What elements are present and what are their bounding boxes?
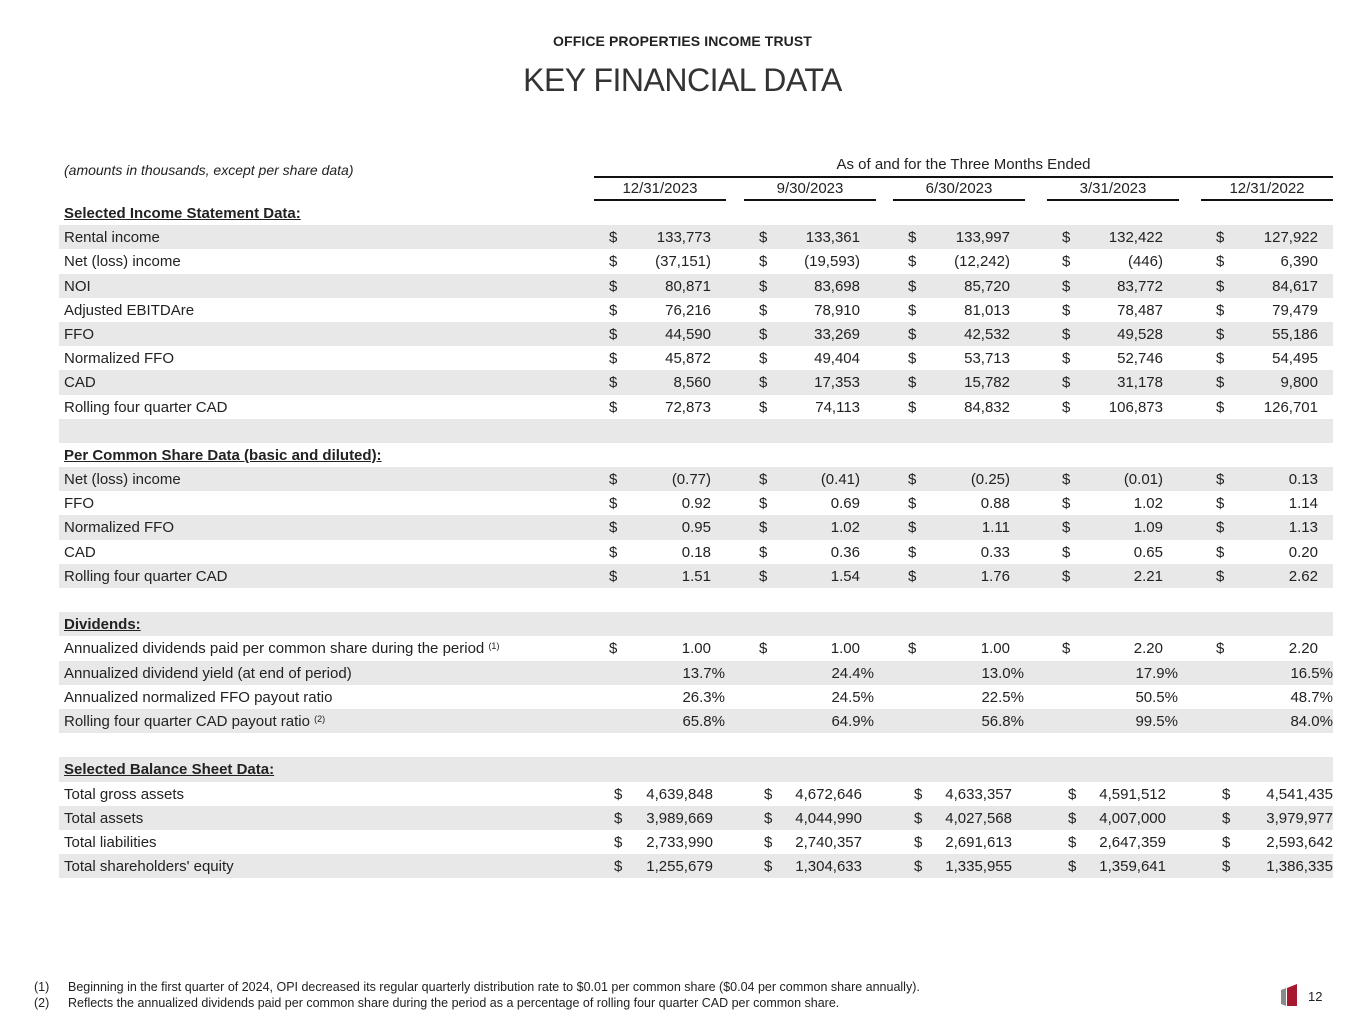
table-row [59,515,1333,539]
table-row [59,806,1333,830]
cell-value: 1.14 [1288,495,1318,513]
row-label-text: Rolling four quarter CAD payout ratio [64,712,310,730]
currency-symbol: $ [908,398,917,416]
currency-symbol: $ [1062,277,1071,295]
cell-value: 1.00 [830,640,860,658]
cell-value: 2,593,642 [1266,833,1333,851]
cell-value: (0.77) [671,471,711,489]
cell-value: (12,242) [954,253,1010,271]
footnote-text: Beginning in the first quarter of 2024, OPI decreased its regular quarterly distribution rate to $0.01 per common share ($0.04 per common share annually). [68,980,920,994]
cell-value: 80,871 [665,277,711,295]
row-label [64,495,94,512]
cell-value: 6,390 [1280,253,1318,271]
cell-value: 84,832 [964,398,1010,416]
table-row [59,274,1333,298]
cell-value: 1.00 [681,640,711,658]
currency-symbol: $ [1216,543,1225,561]
table-row [59,709,1333,733]
currency-symbol: $ [1062,471,1071,489]
cell-value: 33,269 [814,325,860,343]
cell-value: 13.0% [981,664,1024,682]
cell-value: 64.9% [831,712,874,730]
row-label-text: Annualized normalized FFO payout ratio [64,688,333,706]
row-label-text: CAD [64,543,96,561]
financial-data-table [59,201,1333,878]
currency-symbol: $ [609,301,618,319]
currency-symbol: $ [1062,519,1071,537]
currency-symbol: $ [759,229,768,247]
row-label [64,834,157,851]
row-label [64,374,96,391]
currency-symbol: $ [908,543,917,561]
row-label-text: Net (loss) income [64,471,181,489]
column-header: 9/30/2023 [744,180,876,201]
cell-value: 127,922 [1263,229,1318,247]
cell-value: 4,639,848 [646,785,713,803]
cell-value: 0.92 [681,495,711,513]
cell-value: 15,782 [964,374,1010,392]
table-row [59,564,1333,588]
currency-symbol: $ [1216,277,1225,295]
cell-value: 13.7% [682,664,725,682]
currency-symbol: $ [1216,471,1225,489]
cell-value: 1,335,955 [945,858,1012,876]
currency-symbol: $ [759,543,768,561]
currency-symbol: $ [759,350,768,368]
currency-symbol: $ [914,833,923,851]
currency-symbol: $ [1216,640,1225,658]
cell-value: 0.69 [830,495,860,513]
row-label-text: Annualized dividend yield (at end of period) [64,664,352,682]
currency-symbol: $ [1062,495,1071,513]
cell-value: 83,772 [1117,277,1163,295]
currency-symbol: $ [1062,325,1071,343]
table-row [59,685,1333,709]
cell-value: (0.25) [970,471,1010,489]
row-label-text: Total assets [64,809,144,827]
currency-symbol: $ [908,471,917,489]
cell-value: 2,733,990 [646,833,713,851]
cell-value: 1,359,641 [1099,858,1166,876]
currency-symbol: $ [908,325,917,343]
cell-value: 0.20 [1288,543,1318,561]
cell-value: 1.13 [1288,519,1318,537]
row-label [64,350,174,367]
cell-value: 22.5% [981,688,1024,706]
cell-value: 17,353 [814,374,860,392]
currency-symbol: $ [1062,301,1071,319]
currency-symbol: $ [1216,301,1225,319]
row-label [64,665,352,682]
cell-value: 2.21 [1133,567,1163,585]
cell-value: 85,720 [964,277,1010,295]
cell-value: 50.5% [1135,688,1178,706]
footnotes [34,979,920,1011]
row-label-text: Selected Balance Sheet Data: [64,761,275,779]
currency-symbol: $ [614,858,623,876]
currency-symbol: $ [1222,858,1231,876]
cell-value: 2.20 [1133,640,1163,658]
cell-value: 1.51 [681,567,711,585]
currency-symbol: $ [1216,519,1225,537]
row-label-text: Rolling four quarter CAD [64,567,228,585]
cell-value: 84,617 [1272,277,1318,295]
currency-symbol: $ [908,253,917,271]
cell-value: 26.3% [682,688,725,706]
currency-symbol: $ [764,833,773,851]
column-header: 3/31/2023 [1047,180,1179,201]
row-label-text: Rental income [64,229,160,247]
cell-value: 0.18 [681,543,711,561]
currency-symbol: $ [1216,325,1225,343]
cell-value: 83,698 [814,277,860,295]
currency-symbol: $ [1068,858,1077,876]
currency-symbol: $ [759,471,768,489]
currency-symbol: $ [759,374,768,392]
table-row [59,225,1333,249]
period-header: As of and for the Three Months Ended [594,156,1333,178]
currency-symbol: $ [609,374,618,392]
currency-symbol: $ [759,301,768,319]
cell-value: 17.9% [1135,664,1178,682]
row-label [64,471,181,488]
row-label [64,399,227,416]
currency-symbol: $ [1222,809,1231,827]
cell-value: 53,713 [964,350,1010,368]
row-label [64,689,332,706]
currency-symbol: $ [1222,785,1231,803]
currency-symbol: $ [759,640,768,658]
currency-symbol: $ [1216,374,1225,392]
currency-symbol: $ [1062,640,1071,658]
cell-value: (446) [1127,253,1163,271]
cell-value: 1.09 [1133,519,1163,537]
row-label-text: Selected Income Statement Data: [64,205,301,222]
row-label-text: Normalized FFO [64,519,175,537]
table-row [59,854,1333,878]
cell-value: (0.01) [1123,471,1163,489]
cell-value: 133,361 [805,229,860,247]
opi-logo-icon [1281,984,1297,1006]
currency-symbol: $ [609,350,618,368]
table-row [59,636,1333,660]
cell-value: 0.65 [1133,543,1163,561]
cell-value: 74,113 [815,398,860,416]
currency-symbol: $ [1216,229,1225,247]
table-row [59,733,1333,757]
currency-symbol: $ [609,253,618,271]
table-row [59,370,1333,394]
currency-symbol: $ [759,398,768,416]
cell-value: 65.8% [682,712,725,730]
cell-value: 4,007,000 [1099,809,1166,827]
table-row [59,395,1333,419]
cell-value: 4,591,512 [1099,785,1166,803]
cell-value: 133,773 [656,229,711,247]
cell-value: 84.0% [1290,712,1333,730]
currency-symbol: $ [764,809,773,827]
currency-symbol: $ [609,398,618,416]
cell-value: 1.02 [1133,495,1163,513]
row-label [64,278,91,295]
currency-symbol: $ [759,253,768,271]
cell-value: (0.41) [820,471,860,489]
cell-value: 4,672,646 [795,785,862,803]
page-title: KEY FINANCIAL DATA [523,62,842,98]
cell-value: 4,044,990 [795,809,862,827]
cell-value: 24.5% [831,688,874,706]
section-header-row [59,443,1333,467]
footnote [34,995,920,1011]
cell-value: 0.13 [1288,471,1318,489]
section-header-row [59,757,1333,781]
cell-value: 76,216 [665,301,711,319]
footnote-ref: (1) [488,641,500,652]
currency-symbol: $ [1062,350,1071,368]
footnote-number: (1) [34,980,50,994]
cell-value: 44,590 [665,325,711,343]
row-label-text: Normalized FFO [64,350,175,368]
cell-value: 1.11 [981,519,1010,537]
amounts-note: (amounts in thousands, except per share data) [64,162,354,178]
company-name: OFFICE PROPERTIES INCOME TRUST [553,33,812,49]
cell-value: 2.62 [1288,567,1318,585]
currency-symbol: $ [908,640,917,658]
row-label-text: Rolling four quarter CAD [64,398,228,416]
cell-value: 2.20 [1288,640,1318,658]
currency-symbol: $ [759,277,768,295]
table-row [59,346,1333,370]
currency-symbol: $ [908,229,917,247]
table-row [59,540,1333,564]
currency-symbol: $ [1062,253,1071,271]
table-row [59,249,1333,273]
currency-symbol: $ [609,519,618,537]
footnote-ref: (2) [314,713,326,724]
footnote [34,979,920,995]
cell-value: 55,186 [1272,325,1318,343]
cell-value: 9,800 [1280,374,1318,392]
table-row [59,782,1333,806]
cell-value: 1.76 [980,567,1010,585]
row-label-text: CAD [64,374,96,392]
cell-value: (19,593) [804,253,860,271]
row-label [64,810,143,827]
row-label-text: Annualized dividends paid per common share during the period [64,640,485,658]
row-label [64,858,234,875]
row-label-text: Total liabilities [64,833,157,851]
cell-value: 49,404 [814,350,860,368]
cell-value: 0.88 [980,495,1010,513]
cell-value: 0.36 [830,543,860,561]
currency-symbol: $ [1216,567,1225,585]
table-row [59,588,1333,612]
cell-value: 0.33 [980,543,1010,561]
row-label [64,568,227,585]
currency-symbol: $ [764,785,773,803]
currency-symbol: $ [908,495,917,513]
row-label [64,253,181,270]
column-header: 6/30/2023 [893,180,1025,201]
column-header: 12/31/2022 [1201,180,1333,201]
section-header-row [59,201,1333,225]
table-row [59,467,1333,491]
cell-value: 49,528 [1117,325,1163,343]
currency-symbol: $ [908,374,917,392]
cell-value: 45,872 [665,350,711,368]
cell-value: 99.5% [1135,712,1178,730]
row-label-text: Total shareholders' equity [64,858,234,876]
currency-symbol: $ [609,543,618,561]
cell-value: 106,873 [1108,398,1163,416]
cell-value: 4,541,435 [1266,785,1333,803]
section-header-row [59,612,1333,636]
currency-symbol: $ [609,277,618,295]
cell-value: 1,386,335 [1266,858,1333,876]
row-label [64,640,499,657]
currency-symbol: $ [1216,253,1225,271]
currency-symbol: $ [759,567,768,585]
cell-value: 72,873 [665,398,711,416]
cell-value: 54,495 [1272,350,1318,368]
footnote-text: Reflects the annualized dividends paid per common share during the period as a percentage of rolling four quarter CAD per common share. [68,996,840,1010]
row-label-text: FFO [64,495,94,513]
cell-value: 2,647,359 [1099,833,1166,851]
row-label [64,786,184,803]
currency-symbol: $ [609,325,618,343]
cell-value: 48.7% [1290,688,1333,706]
currency-symbol: $ [609,640,618,658]
cell-value: 31,178 [1117,374,1163,392]
row-label-text: Adjusted EBITDAre [64,301,195,319]
currency-symbol: $ [609,567,618,585]
section-title [64,205,301,222]
currency-symbol: $ [1062,229,1071,247]
cell-value: 56.8% [981,712,1024,730]
cell-value: 0.95 [681,519,711,537]
currency-symbol: $ [1062,543,1071,561]
column-header: 12/31/2023 [594,180,726,201]
currency-symbol: $ [759,495,768,513]
currency-symbol: $ [908,301,917,319]
currency-symbol: $ [1222,833,1231,851]
row-label [64,326,94,343]
cell-value: 3,979,977 [1266,809,1333,827]
currency-symbol: $ [1062,374,1071,392]
cell-value: 8,560 [673,374,711,392]
currency-symbol: $ [1062,398,1071,416]
currency-symbol: $ [1062,567,1071,585]
currency-symbol: $ [609,229,618,247]
row-label-text: Net (loss) income [64,253,181,271]
cell-value: 1,255,679 [646,858,713,876]
row-label-text: Total gross assets [64,785,185,803]
cell-value: 52,746 [1117,350,1163,368]
cell-value: 78,487 [1117,301,1163,319]
currency-symbol: $ [908,567,917,585]
table-row [59,830,1333,854]
currency-symbol: $ [1216,398,1225,416]
currency-symbol: $ [759,325,768,343]
section-title [64,447,382,464]
currency-symbol: $ [908,519,917,537]
footnote-number: (2) [34,996,50,1010]
currency-symbol: $ [759,519,768,537]
row-label [64,544,96,561]
table-row [59,419,1333,443]
row-label [64,519,174,536]
currency-symbol: $ [614,785,623,803]
cell-value: 1,304,633 [795,858,862,876]
currency-symbol: $ [609,495,618,513]
cell-value: 1.02 [830,519,860,537]
currency-symbol: $ [609,471,618,489]
cell-value: 126,701 [1263,398,1318,416]
row-label [64,302,194,319]
row-label-text: Dividends: [64,616,141,634]
cell-value: 79,479 [1272,301,1318,319]
row-label-text: Per Common Share Data (basic and diluted): [64,446,382,464]
currency-symbol: $ [1068,809,1077,827]
currency-symbol: $ [614,833,623,851]
row-label [64,229,160,246]
currency-symbol: $ [614,809,623,827]
cell-value: 81,013 [964,301,1010,319]
page-number: 12 [1308,989,1323,1004]
cell-value: 133,997 [955,229,1010,247]
cell-value: 16.5% [1290,664,1333,682]
row-label [64,713,325,730]
row-label-text: NOI [64,277,91,295]
cell-value: 78,910 [814,301,860,319]
currency-symbol: $ [764,858,773,876]
cell-value: 24.4% [831,664,874,682]
cell-value: 1.54 [830,567,860,585]
table-row [59,298,1333,322]
cell-value: 42,532 [964,325,1010,343]
currency-symbol: $ [908,277,917,295]
currency-symbol: $ [908,350,917,368]
section-title [64,616,141,633]
cell-value: 4,027,568 [945,809,1012,827]
table-row [59,661,1333,685]
cell-value: 1.00 [980,640,1010,658]
currency-symbol: $ [1216,495,1225,513]
row-label-text: FFO [64,325,94,343]
table-row [59,322,1333,346]
currency-symbol: $ [914,785,923,803]
cell-value: 2,691,613 [945,833,1012,851]
table-row [59,491,1333,515]
cell-value: 4,633,357 [945,785,1012,803]
cell-value: 3,989,669 [646,809,713,827]
currency-symbol: $ [1068,785,1077,803]
currency-symbol: $ [914,809,923,827]
currency-symbol: $ [1068,833,1077,851]
cell-value: 132,422 [1108,229,1163,247]
section-title [64,761,274,778]
cell-value: (37,151) [655,253,711,271]
currency-symbol: $ [914,858,923,876]
currency-symbol: $ [1216,350,1225,368]
cell-value: 2,740,357 [795,833,862,851]
